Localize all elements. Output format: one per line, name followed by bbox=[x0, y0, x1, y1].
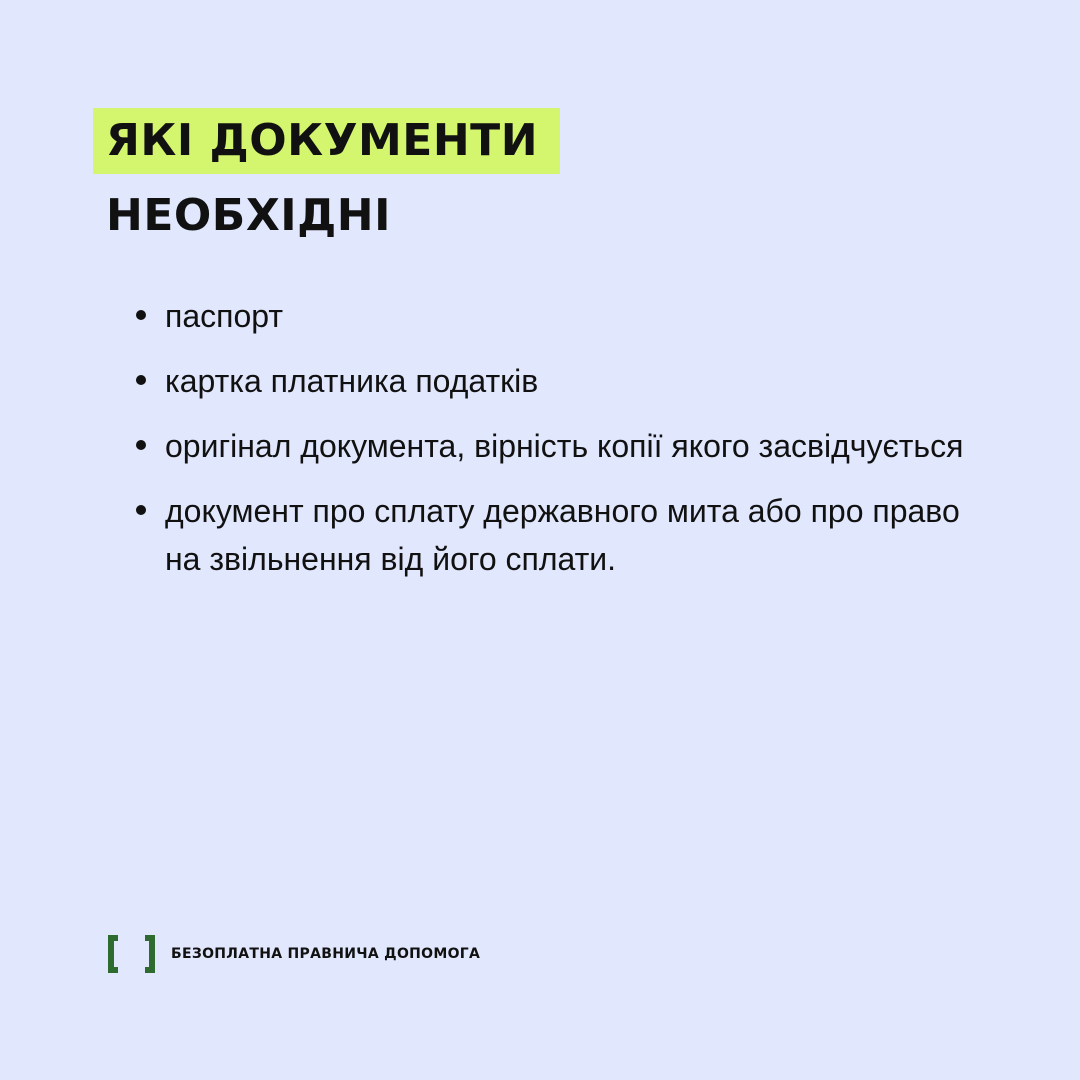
bullet-icon bbox=[136, 440, 146, 450]
bullet-icon bbox=[136, 505, 146, 515]
bullet-icon bbox=[136, 375, 146, 385]
list-item-state-duty-document bbox=[136, 487, 996, 583]
left-bracket-icon bbox=[108, 935, 118, 973]
list-item-text: документ про сплату державного мита або про право на звільнення від його сплати. bbox=[165, 493, 960, 577]
documents-list bbox=[136, 292, 996, 600]
footer-branding bbox=[108, 935, 480, 973]
list-item-passport bbox=[136, 292, 996, 340]
bullet-icon bbox=[136, 310, 146, 320]
list-item-text: оригінал документа, вірність копії якого засвідчується bbox=[165, 428, 964, 464]
heading-second-line: НЕОБХІДНІ bbox=[106, 190, 391, 241]
list-item-text: паспорт bbox=[165, 298, 283, 334]
list-item-taxpayer-card bbox=[136, 357, 996, 405]
brackets-logo-icon bbox=[108, 935, 155, 973]
page-heading bbox=[93, 108, 560, 241]
organization-name: БЕЗОПЛАТНА ПРАВНИЧА ДОПОМОГА bbox=[171, 946, 481, 962]
list-item-text: картка платника податків bbox=[165, 363, 539, 399]
right-bracket-icon bbox=[145, 935, 155, 973]
heading-highlighted-line: ЯКІ ДОКУМЕНТИ bbox=[93, 108, 560, 174]
list-item-original-document bbox=[136, 422, 996, 470]
